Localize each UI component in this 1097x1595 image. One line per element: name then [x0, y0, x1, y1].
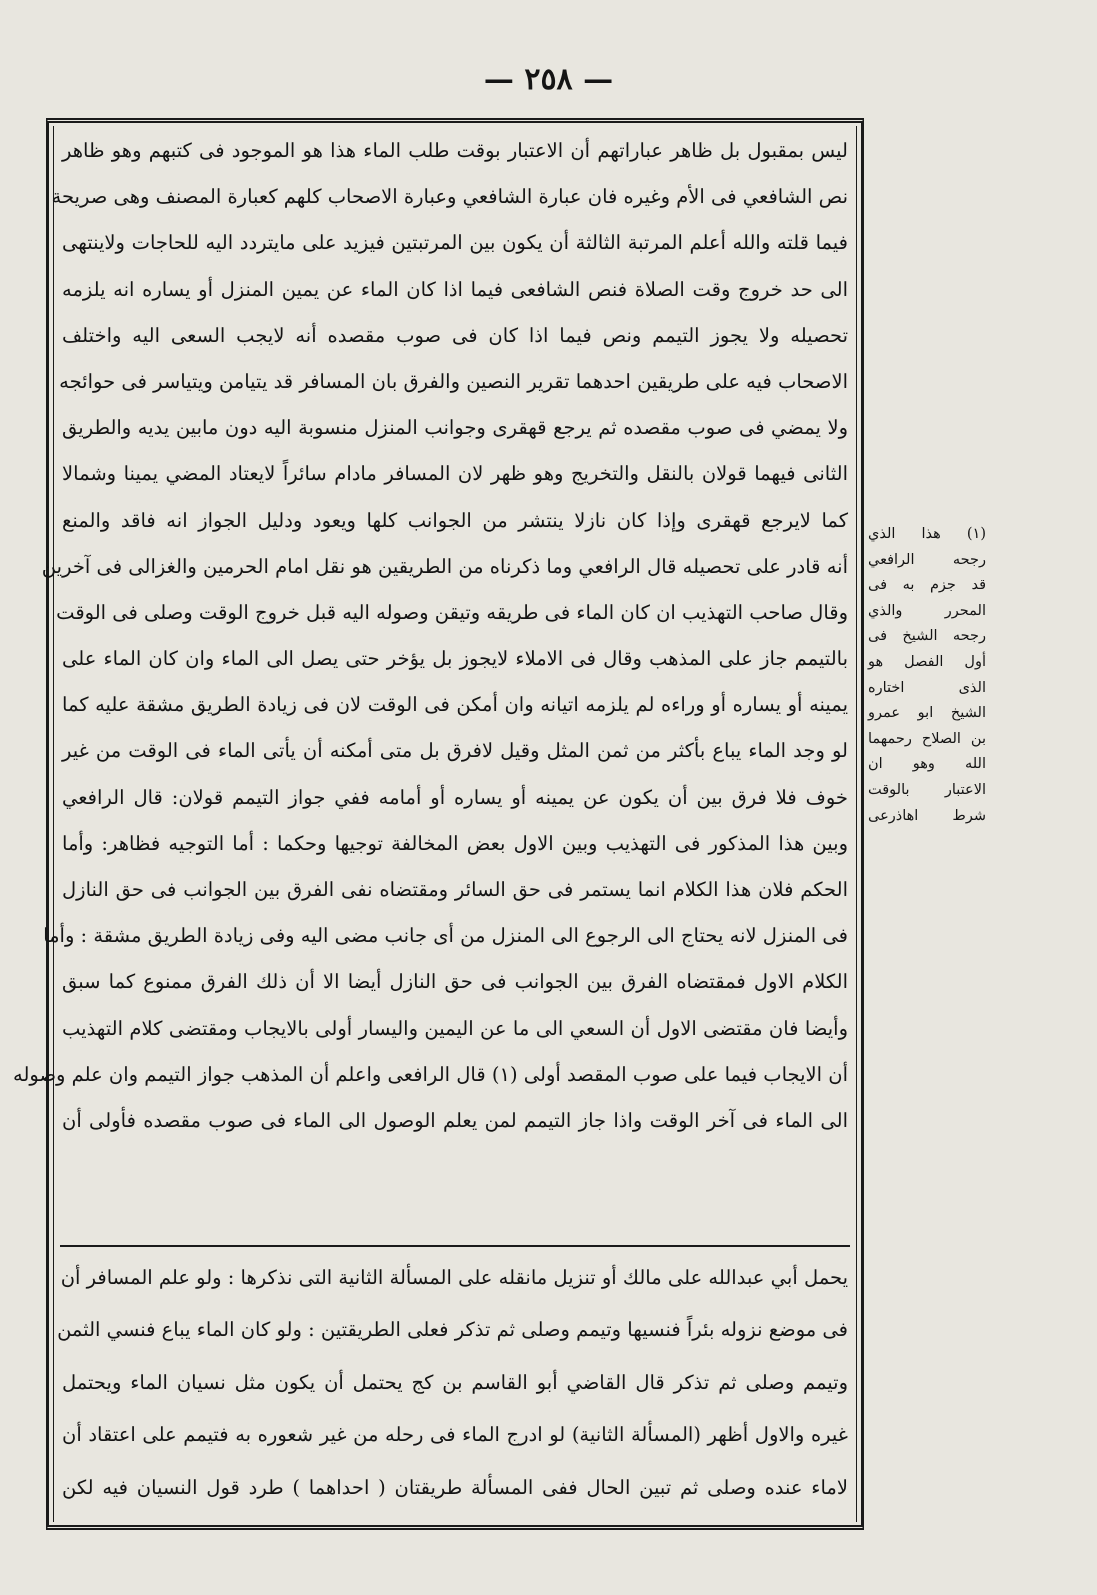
main-text-block [13, 128, 848, 1238]
text-line: وأيضا فان مقتضى الاول أن السعي الى ما عن اليمين واليسار أولى بالايجاب ومقتضى كلام التهذيب [62, 1016, 848, 1040]
text-line: الى حد خروج وقت الصلاة فنص الشافعى فيما اذا كان الماء عن يمين المنزل أو يساره انه يلزمه [62, 277, 848, 301]
text-line: خوف فلا فرق بين أن يكون عن يمينه أو يساره أو أمامه ففي جواز التيمم قولان: قال الرافعي [62, 785, 848, 809]
page-number: — ٢٥٨ — [483, 62, 614, 97]
text-line: فى المنزل لانه يحتاج الى الرجوع الى المنزل من أى جانب مضى اليه وفى زيادة الطريق مشقة : وأما [43, 924, 848, 948]
text-line: أن الايجاب فيما على صوب المقصد أولى (١) قال الرافعى واعلم أن المذهب جواز التيمم وان علم وصوله [13, 1062, 848, 1086]
text-line: يمينه أو يساره أو وراءه لم يلزمه اتيانه وان أمكن فى الوقت لان فى زيادة الطريق مشقة عليه كما [62, 693, 848, 717]
text-line: تحصيله ولا يجوز التيمم ونص فيما اذا كان فى صوب مقصده أنه لايجب السعى اليه واختلف [62, 323, 848, 347]
text-line: بالتيمم جاز على المذهب وقال فى الاملاء لايجوز بل يؤخر حتى يصل الى الماء وان كان الماء على [62, 647, 848, 671]
margin-note-line: شرط اهاذرعى [868, 807, 986, 824]
text-line: الكلام الاول فمقتضاه الفرق بين الجوانب فى حق النازل أيضا الا أن ذلك الفرق ممنوع كما سبق [62, 970, 848, 994]
text-line: الى الماء فى آخر الوقت واذا جاز التيمم لمن يعلم الوصول الى الماء فى صوب مقصده فأولى أن [62, 1108, 848, 1132]
text-line: نص الشافعي فى الأم وغيره فان عبارة الشافعي وعبارة الاصحاب كلهم كعبارة المصنف وهى صريحة [51, 185, 848, 209]
text-line: وقال صاحب التهذيب ان كان الماء فى طريقه وتيقن وصوله اليه قبل خروج الوقت وصلى فى الوقت [56, 600, 848, 624]
text-line: ليس بمقبول بل ظاهر عباراتهم أن الاعتبار بوقت طلب الماء هذا هو الموجود فى كتبهم وهو ظاهر [62, 139, 848, 162]
footnote-block [57, 1252, 848, 1522]
margin-note-line: أول الفصل هو [868, 653, 986, 670]
footnote-line: يحمل أبي عبدالله على مالك أو تنزيل مانقله على المسألة الثانية التى نذكرها : ولو علم المسافر أن [60, 1266, 848, 1289]
margin-note-line: الاعتبار بالوقت [868, 781, 986, 798]
text-line: الاصحاب فيه على طريقين احدهما تقرير النصين والفرق بان المسافر قد يتيامن ويتياسر فى حوائجه [59, 369, 848, 393]
text-line: كما لايرجع قهقرى وإذا كان نازلا ينتشر من الجوانب كلها ويعود ودليل الجواز انه فاقد والمنع [62, 508, 848, 532]
text-line: وبين هذا المذكور فى التهذيب وبين الاول بعض المخالفة توجيها وحكما : أما التوجيه فظاهر: وأما [62, 831, 848, 855]
footnote-line: فى موضع نزوله بئراً فنسيها وتيمم وصلى ثم تذكر فعلى الطريقتين : ولو كان الماء يباع فنسي الثمن [57, 1318, 848, 1342]
margin-note-line: الشيخ ابو عمرو [868, 705, 986, 722]
footnote-line: وتيمم وصلى ثم تذكر قال القاضي أبو القاسم بن كج يحتمل أن يكون مثل نسيان الماء ويحتمل [62, 1370, 848, 1394]
footnote-line: لاماء عنده وصلى ثم تبين الحال ففى المسألة طريقتان ( احداهما ) طرد قول النسيان فيه لكن [62, 1475, 848, 1499]
margin-note-line: قد جزم به فى [868, 577, 986, 594]
margin-note-line: (١) هذا الذي [868, 526, 986, 542]
margin-note-line: رجحه الرافعي [868, 551, 986, 568]
margin-note-line: المحرر والذي [868, 602, 986, 619]
footnote-divider [60, 1245, 850, 1247]
margin-note-line: بن الصلاح رحمهما [868, 730, 986, 747]
text-line: الحكم فلان هذا الكلام انما يستمر فى حق السائر ومقتضاه نفى الفرق بين الجوانب فى حق النازل [62, 878, 848, 901]
text-line: لو وجد الماء يباع بأكثر من ثمن المثل وقيل لافرق بل متى أمكنه أن يأتى الماء فى الوقت من غير [62, 739, 848, 763]
text-line: فيما قلته والله أعلم المرتبة الثالثة أن يكون بين المرتبتين فيزيد على مايتردد اليه للحاجات ولاينتهى [62, 231, 848, 255]
margin-note-line: رجحه الشيخ فى [868, 628, 986, 645]
margin-note-line: الله وهو ان [868, 756, 986, 773]
margin-note-line: الذى اختاره [868, 679, 986, 696]
text-line: ولا يمضي فى صوب مقصده ثم يرجع قهقرى وجوانب المنزل منسوبة اليه دون مابين يديه والطريق [62, 416, 848, 440]
footnote-line: غيره والاول أظهر (المسألة الثانية) لو ادرج الماء فى رحله من غير شعوره به فتيمم على اعتقاد أن [62, 1423, 848, 1447]
text-line: أنه قادر على تحصيله قال الرافعي وما ذكرناه من الطريقين هو نقل امام الحرمين والغزالى فى آخرين [41, 554, 848, 578]
margin-note [868, 522, 986, 829]
text-line: الثانى فيهما قولان بالنقل والتخريج وهو ظهر لان المسافر مادام سائراً لايعتاد المضي يمينا وشمالا [62, 462, 848, 486]
